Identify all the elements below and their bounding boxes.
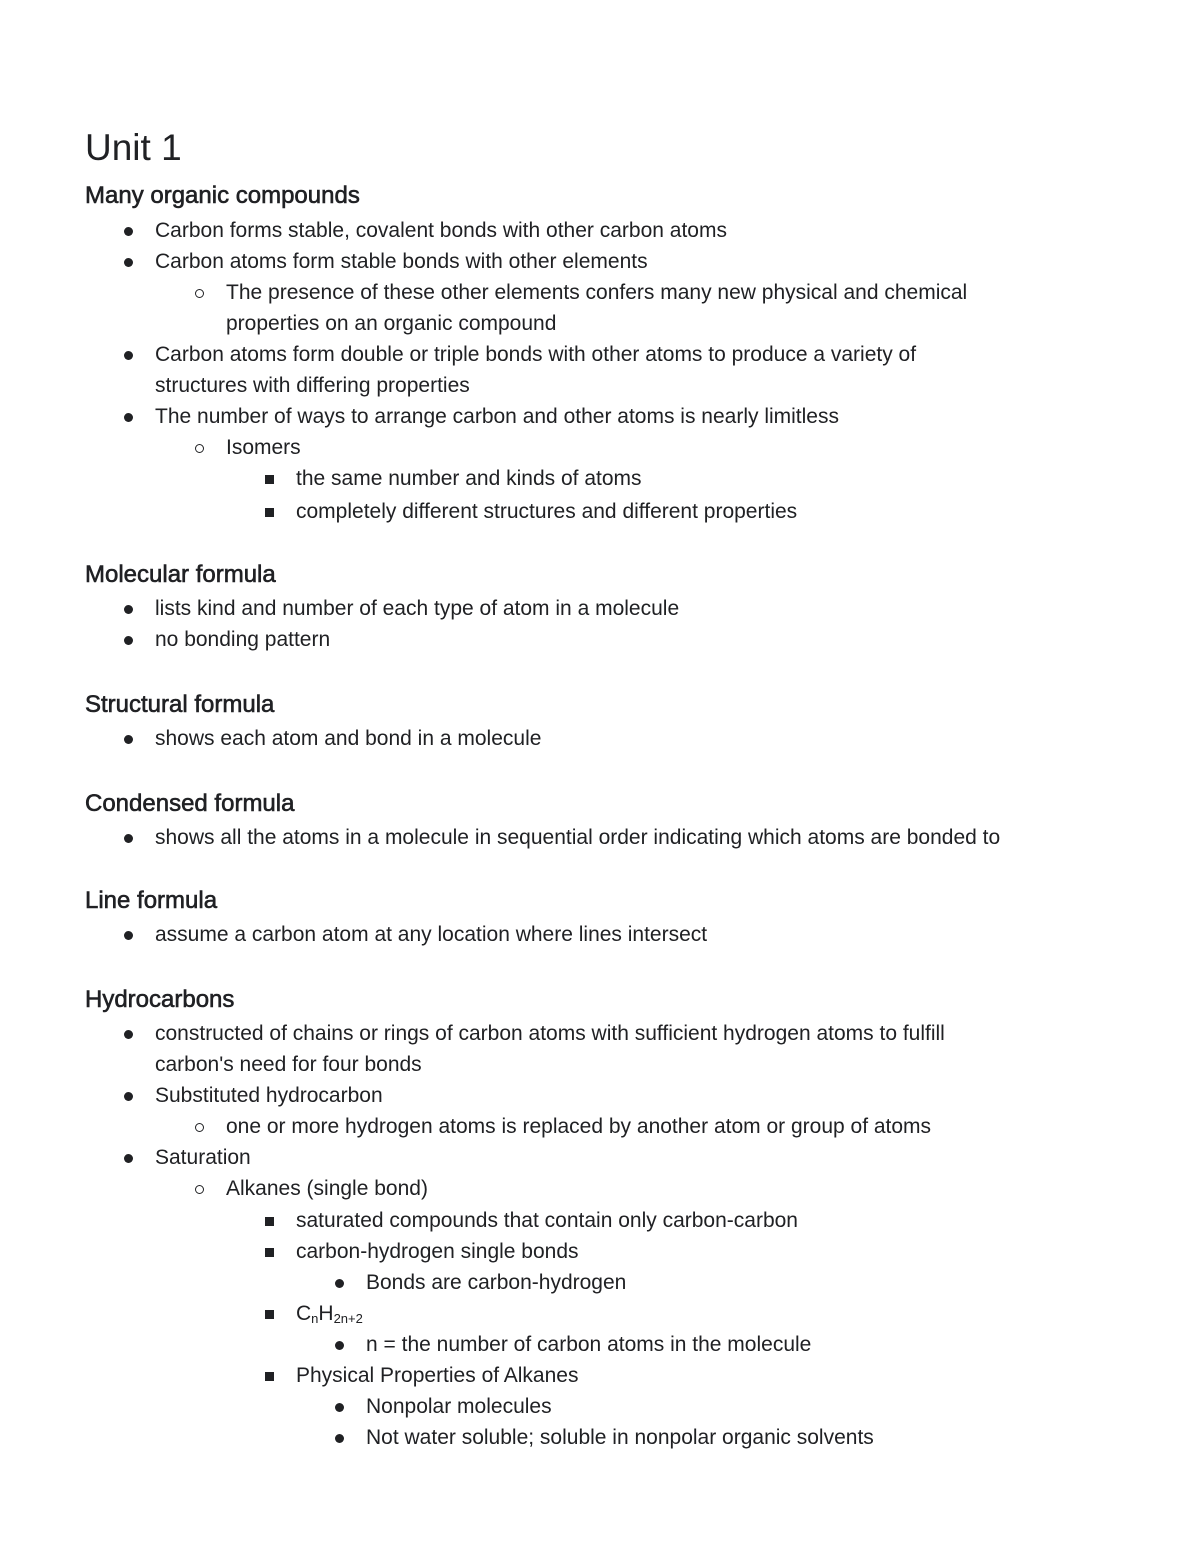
circle-bullet-icon bbox=[195, 444, 204, 453]
disc-bullet-icon bbox=[124, 636, 133, 645]
heading-line-formula: Line formula bbox=[85, 887, 218, 914]
list-item: Saturation bbox=[155, 1142, 251, 1173]
circle-bullet-icon bbox=[195, 1185, 204, 1194]
list-item: The presence of these other elements confers many new physical and chemical bbox=[226, 277, 967, 308]
list-item: carbon-hydrogen single bonds bbox=[296, 1236, 579, 1267]
list-item: Bonds are carbon-hydrogen bbox=[366, 1267, 626, 1298]
list-item: Not water soluble; soluble in nonpolar organic solvents bbox=[366, 1422, 874, 1453]
heading-hydrocarbons: Hydrocarbons bbox=[85, 986, 235, 1013]
list-item: shows each atom and bond in a molecule bbox=[155, 723, 541, 754]
list-item: Carbon atoms form stable bonds with other elements bbox=[155, 246, 648, 277]
disc-bullet-icon bbox=[335, 1279, 344, 1288]
disc-bullet-icon bbox=[124, 1092, 133, 1101]
square-bullet-icon bbox=[265, 1310, 274, 1319]
circle-bullet-icon bbox=[195, 1123, 204, 1132]
list-item: Alkanes (single bond) bbox=[226, 1173, 428, 1204]
list-item-formula bbox=[296, 1298, 363, 1329]
circle-bullet-icon bbox=[195, 289, 204, 298]
list-item: shows all the atoms in a molecule in sequential order indicating which atoms are bonded to bbox=[155, 822, 1000, 853]
disc-bullet-icon bbox=[124, 1154, 133, 1163]
list-item: Physical Properties of Alkanes bbox=[296, 1360, 578, 1391]
square-bullet-icon bbox=[265, 475, 274, 484]
disc-bullet-icon bbox=[124, 227, 133, 236]
square-bullet-icon bbox=[265, 1217, 274, 1226]
disc-bullet-icon bbox=[124, 1030, 133, 1039]
disc-bullet-icon bbox=[335, 1434, 344, 1443]
list-item: Substituted hydrocarbon bbox=[155, 1080, 383, 1111]
list-item: n = the number of carbon atoms in the molecule bbox=[366, 1329, 811, 1360]
disc-bullet-icon bbox=[335, 1341, 344, 1350]
list-item-continuation: properties on an organic compound bbox=[226, 312, 557, 335]
square-bullet-icon bbox=[265, 1372, 274, 1381]
disc-bullet-icon bbox=[124, 605, 133, 614]
list-item: one or more hydrogen atoms is replaced by another atom or group of atoms bbox=[226, 1111, 931, 1142]
square-bullet-icon bbox=[265, 508, 274, 517]
list-item: Isomers bbox=[226, 432, 301, 463]
list-item: The number of ways to arrange carbon and other atoms is nearly limitless bbox=[155, 401, 839, 432]
disc-bullet-icon bbox=[124, 413, 133, 422]
heading-structural-formula: Structural formula bbox=[85, 691, 275, 718]
page-title: Unit 1 bbox=[85, 127, 182, 168]
heading-molecular-formula: Molecular formula bbox=[85, 561, 276, 588]
square-bullet-icon bbox=[265, 1248, 274, 1257]
disc-bullet-icon bbox=[124, 258, 133, 267]
list-item: saturated compounds that contain only carbon-carbon bbox=[296, 1205, 798, 1236]
alkane-general-formula: $C_nH_{2n+2}$ bbox=[296, 1302, 363, 1326]
list-item: completely different structures and different properties bbox=[296, 496, 797, 527]
list-item: constructed of chains or rings of carbon atoms with sufficient hydrogen atoms to fulfill bbox=[155, 1018, 945, 1049]
list-item: Nonpolar molecules bbox=[366, 1391, 552, 1422]
disc-bullet-icon bbox=[124, 834, 133, 843]
heading-condensed-formula: Condensed formula bbox=[85, 790, 295, 817]
disc-bullet-icon bbox=[335, 1403, 344, 1412]
list-item: Carbon forms stable, covalent bonds with other carbon atoms bbox=[155, 215, 727, 246]
disc-bullet-icon bbox=[124, 931, 133, 940]
heading-many-organic-compounds: Many organic compounds bbox=[85, 182, 360, 209]
list-item: the same number and kinds of atoms bbox=[296, 463, 642, 494]
list-item: no bonding pattern bbox=[155, 624, 330, 655]
disc-bullet-icon bbox=[124, 351, 133, 360]
list-item: Carbon atoms form double or triple bonds with other atoms to produce a variety of bbox=[155, 339, 916, 370]
list-item: lists kind and number of each type of atom in a molecule bbox=[155, 593, 679, 624]
list-item-continuation: carbon's need for four bonds bbox=[155, 1053, 422, 1076]
list-item: assume a carbon atom at any location where lines intersect bbox=[155, 919, 707, 950]
list-item-continuation: structures with differing properties bbox=[155, 374, 470, 397]
disc-bullet-icon bbox=[124, 735, 133, 744]
